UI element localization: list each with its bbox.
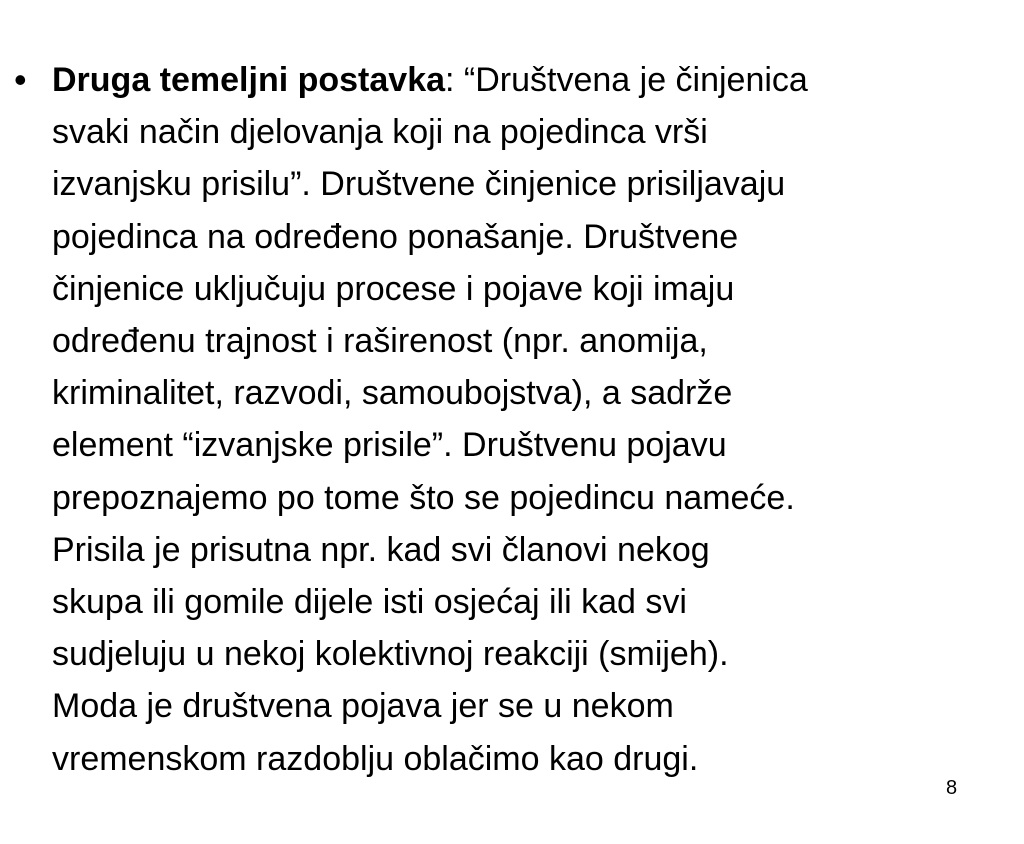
bullet-icon: • <box>14 59 27 100</box>
text-line: izvanjsku prisilu”. Društvene činjenice prisiljavaju <box>52 165 786 204</box>
text-line: činjenice uključuju procese i pojave koji imaju <box>52 269 735 308</box>
text-line: određenu trajnost i raširenost (npr. anomija, <box>52 322 708 361</box>
text-line: element “izvanjske prisile”. Društvenu pojavu <box>52 426 727 465</box>
text-line: prepoznajemo po tome što se pojedincu nameće. <box>52 478 795 517</box>
text-line: svaki način djelovanja koji na pojedinca vrši <box>52 113 708 152</box>
text-line: Moda je društvena pojava jer se u nekom <box>52 687 674 726</box>
text-line: Prisila je prisutna npr. kad svi članovi nekog <box>52 530 710 569</box>
text-line: kriminalitet, razvodi, samoubojstva), a sadrže <box>52 374 733 413</box>
text-line: sudjeluju u nekoj kolektivnoj reakciji (smijeh). <box>52 635 729 674</box>
page-number: 8 <box>946 777 958 799</box>
bullet-text <box>52 54 808 785</box>
text-line: pojedinca na određeno ponašanje. Društvene <box>52 217 739 256</box>
line-text: : “Društvena je činjenica <box>445 61 808 99</box>
text-line: vremenskom razdoblju oblačimo kao drugi. <box>52 739 699 778</box>
bold-term: Druga temeljni postavka <box>52 61 446 99</box>
text-line <box>52 54 808 106</box>
text-line: skupa ili gomile dijele isti osjećaj ili kad svi <box>52 583 687 622</box>
